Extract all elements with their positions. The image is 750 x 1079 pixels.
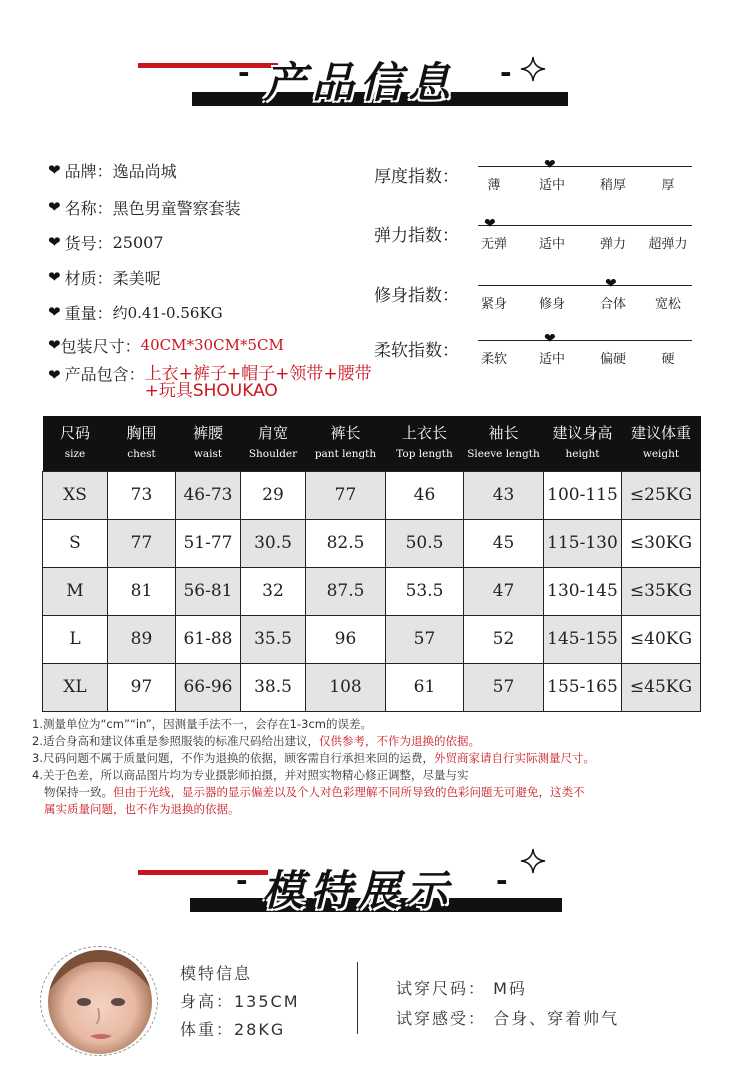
table-cell: ≤35KG [622, 567, 701, 615]
size-table [42, 416, 701, 712]
heart-icon: ❤ [48, 198, 61, 216]
table-row [43, 471, 701, 519]
header-size: 尺码 size [43, 416, 108, 471]
info-label: 产品包含： [64, 365, 145, 384]
model-showcase-title: 模特展示 [262, 866, 455, 915]
table-cell: 50.5 [386, 519, 464, 567]
info-label: 材质： [64, 268, 113, 288]
model-stats [180, 962, 300, 1046]
header-shoulder: 肩宽 Shoulder [241, 416, 306, 471]
info-label: 包装尺寸： [60, 336, 141, 356]
info-value: 黑色男童警察套装 [112, 198, 241, 218]
table-cell: 145-155 [544, 615, 622, 663]
elasticity-index [374, 216, 704, 261]
index-option: 紧身 [480, 297, 508, 312]
size-table-header [43, 416, 701, 471]
table-cell: 29 [241, 471, 306, 519]
model-photo [48, 950, 152, 1054]
heart-icon: ❤ [48, 366, 61, 384]
index-scale-line [478, 225, 692, 226]
heart-icon: ❤ [48, 303, 61, 321]
note-3: 3.尺码问题不属于质量问题，不作为退换的依据，顾客需自行承担来回的运费，外贸商家请自行实际测量尺寸。 [32, 751, 595, 765]
table-cell: XL [43, 663, 108, 711]
index-scale-line [478, 166, 692, 167]
model-fitting [396, 976, 619, 1036]
model-face-illustration [48, 950, 152, 1054]
index-option: 稍厚 [599, 178, 627, 193]
model-avatar [40, 946, 158, 1056]
note-4: 4.关于色差，所以商品图片均为专业摄影师拍摄，并对照实物精心修正调整，尽量与实 [32, 768, 469, 782]
table-cell: 108 [306, 663, 386, 711]
model-weight: 体重：28KG [180, 1020, 286, 1039]
table-cell: 130-145 [544, 567, 622, 615]
table-cell: 87.5 [306, 567, 386, 615]
note-1: 1.测量单位为“cm”“in”，因测量手法不一，会存在1-3cm的误差。 [32, 717, 372, 731]
header-sleeve-length: 袖长 Sleeve length [464, 416, 544, 471]
table-cell: 30.5 [241, 519, 306, 567]
table-cell: XS [43, 471, 108, 519]
heart-marker-icon: ❤ [484, 216, 496, 232]
table-row [43, 663, 701, 711]
info-weight [48, 300, 223, 324]
info-name [48, 195, 241, 219]
heart-icon: ❤ [48, 268, 61, 286]
table-cell: 100-115 [544, 471, 622, 519]
info-value: 40CM*30CM*5CM [140, 336, 284, 354]
heart-marker-icon: ❤ [544, 157, 556, 173]
model-trial-feel: 试穿感受： 合身、穿着帅气 [396, 1009, 620, 1028]
table-cell: ≤45KG [622, 663, 701, 711]
table-cell: 46-73 [176, 471, 241, 519]
product-info-banner [0, 48, 750, 118]
index-option: 适中 [538, 352, 566, 367]
index-option: 无弹 [480, 237, 508, 252]
model-trial-size: 试穿尺码： M码 [396, 979, 527, 998]
table-cell: 52 [464, 615, 544, 663]
heart-icon: ❤ [48, 336, 61, 354]
table-cell: L [43, 615, 108, 663]
table-cell: M [43, 567, 108, 615]
index-label: 柔软指数： [374, 341, 459, 361]
info-value: 逸品尚城 [112, 161, 177, 181]
table-cell: 89 [108, 615, 176, 663]
index-option: 适中 [538, 237, 566, 252]
product-info-title: 产品信息 [264, 58, 457, 107]
index-scale-line [478, 340, 692, 341]
banner-dash-left: - [236, 864, 248, 897]
table-cell: 46 [386, 471, 464, 519]
table-cell: ≤30KG [622, 519, 701, 567]
table-cell: 53.5 [386, 567, 464, 615]
info-material [48, 265, 161, 289]
header-chest: 胸围 chest [108, 416, 176, 471]
index-option: 超弹力 [648, 237, 688, 252]
banner-dash-right: - [500, 56, 512, 89]
banner-red-bar [138, 870, 268, 875]
note-4-cont: 物保持一致。但由于光线，显示器的显示偏差以及个人对色彩理解不同所导致的色彩问题无可避免，这类不 [44, 785, 585, 799]
table-cell: 47 [464, 567, 544, 615]
heart-marker-icon: ❤ [544, 331, 556, 347]
table-cell: 97 [108, 663, 176, 711]
model-showcase-banner [0, 852, 750, 922]
header-weight: 建议体重 weight [622, 416, 701, 471]
table-cell: 77 [108, 519, 176, 567]
table-cell: 32 [241, 567, 306, 615]
vertical-divider [357, 962, 358, 1034]
header-pant-length: 裤长 pant length [306, 416, 386, 471]
table-cell: 57 [386, 615, 464, 663]
index-label: 弹力指数： [374, 226, 459, 246]
note-2: 2.适合身高和建议体重是参照服装的标准尺码给出建议，仅供参考，不作为退换的依据。 [32, 734, 480, 748]
info-value: 约0.41-0.56KG [112, 303, 223, 322]
index-option: 厚 [661, 178, 675, 193]
table-cell: 43 [464, 471, 544, 519]
info-brand [48, 158, 177, 182]
table-cell: ≤40KG [622, 615, 701, 663]
info-label: 重量： [64, 303, 113, 323]
table-cell: 51-77 [176, 519, 241, 567]
heart-icon: ❤ [48, 161, 61, 179]
table-cell: 56-81 [176, 567, 241, 615]
table-cell: 115-130 [544, 519, 622, 567]
table-cell: 57 [464, 663, 544, 711]
table-cell: 81 [108, 567, 176, 615]
index-label: 厚度指数： [374, 167, 459, 187]
index-option: 薄 [487, 178, 501, 193]
table-cell: 66-96 [176, 663, 241, 711]
table-cell: 82.5 [306, 519, 386, 567]
table-cell: 61 [386, 663, 464, 711]
info-value: 25007 [112, 232, 164, 252]
measurement-notes [32, 716, 744, 818]
model-info-title: 模特信息 [180, 964, 253, 983]
table-row [43, 519, 701, 567]
fit-index [374, 276, 704, 321]
info-package-size [48, 333, 284, 357]
banner-red-bar [138, 63, 278, 68]
info-value: 柔美呢 [112, 268, 161, 288]
table-cell: 35.5 [241, 615, 306, 663]
table-cell: 96 [306, 615, 386, 663]
header-top-length: 上衣长 Top length [386, 416, 464, 471]
index-option: 修身 [538, 297, 566, 312]
index-option: 柔软 [480, 352, 508, 367]
table-cell: 73 [108, 471, 176, 519]
index-label: 修身指数： [374, 286, 459, 306]
sparkle-icon [520, 56, 546, 82]
heart-icon: ❤ [48, 233, 61, 251]
info-value: 上衣+裤子+帽子+领带+腰带+玩具SHOUKAO [144, 364, 372, 401]
note-4-cont-2: 属实质量问题，也不作为退换的依据。 [44, 802, 240, 816]
index-option: 硬 [661, 352, 675, 367]
info-sku [48, 230, 164, 254]
table-cell: 45 [464, 519, 544, 567]
index-option: 宽松 [654, 297, 682, 312]
table-cell: 38.5 [241, 663, 306, 711]
thickness-index [374, 157, 704, 202]
header-height: 建议身高 height [544, 416, 622, 471]
table-cell: 155-165 [544, 663, 622, 711]
table-row [43, 567, 701, 615]
info-label: 名称： [64, 198, 113, 218]
header-waist: 裤腰 waist [176, 416, 241, 471]
index-option: 适中 [538, 178, 566, 193]
banner-dash-right: - [496, 864, 508, 897]
softness-index [374, 331, 704, 376]
table-cell: ≤25KG [622, 471, 701, 519]
index-scale-line [478, 285, 692, 286]
info-includes [48, 366, 395, 406]
heart-marker-icon: ❤ [605, 276, 617, 292]
banner-dash-left: - [238, 56, 250, 89]
index-option: 偏硬 [599, 352, 627, 367]
table-cell: S [43, 519, 108, 567]
info-label: 货号： [64, 233, 113, 253]
table-cell: 61-88 [176, 615, 241, 663]
table-row [43, 615, 701, 663]
table-cell: 77 [306, 471, 386, 519]
index-option: 合体 [599, 297, 627, 312]
sparkle-icon [520, 848, 546, 874]
index-option: 弹力 [599, 237, 627, 252]
info-label: 品牌： [64, 161, 113, 181]
model-height: 身高：135CM [180, 992, 300, 1011]
